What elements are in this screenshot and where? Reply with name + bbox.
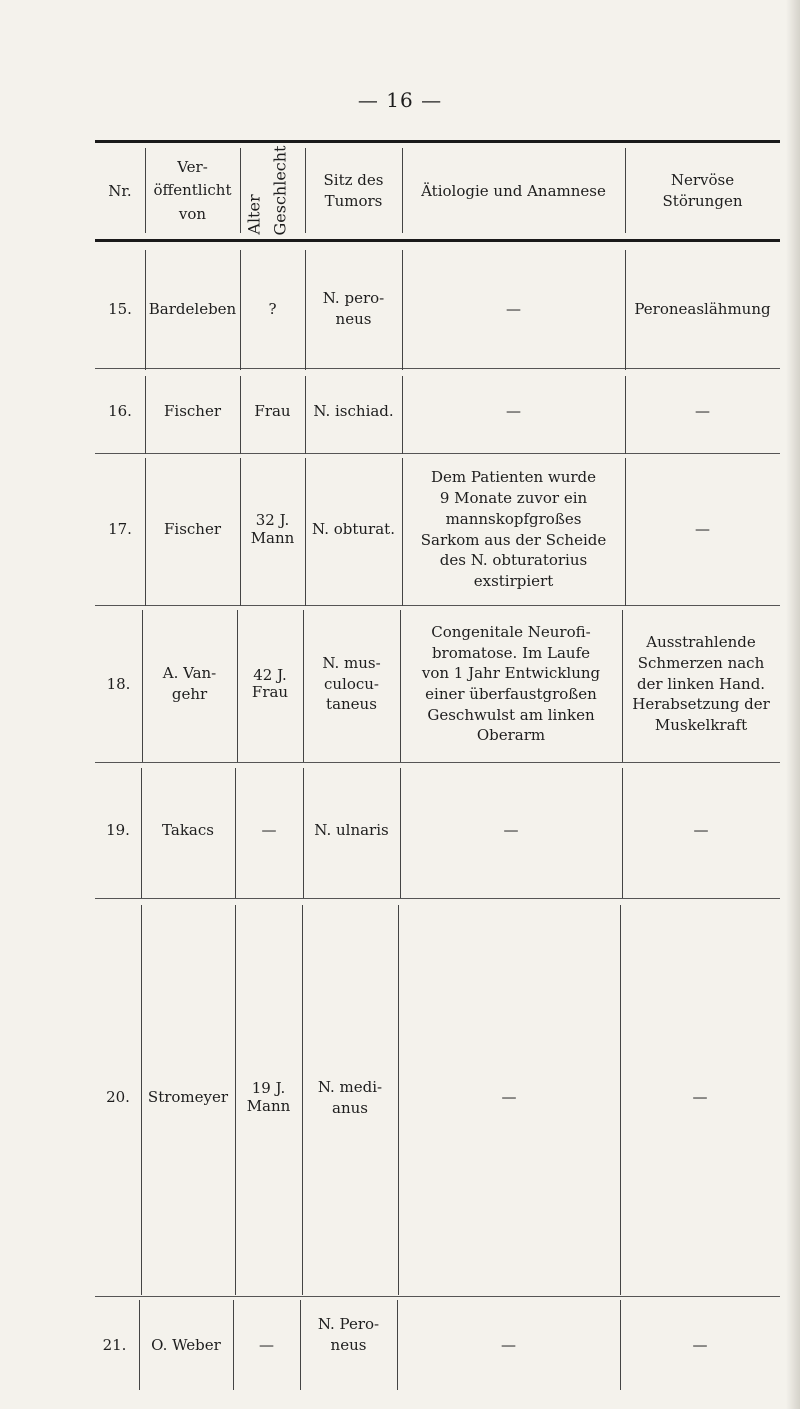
row-nr-text: 17.: [108, 520, 132, 539]
row-age-sex: [240, 250, 305, 368]
row-author-text: O. Weber: [151, 1335, 221, 1354]
row-disorders-line: Ausstrahlende: [646, 633, 756, 652]
row-nr-text: 16.: [108, 401, 132, 420]
row-history: [402, 454, 625, 605]
header-divider: [305, 148, 306, 233]
row-site-line: anus: [332, 1098, 368, 1117]
row-author: [145, 454, 240, 605]
row-author: [142, 606, 237, 762]
row-age-sex-text: —: [259, 1335, 274, 1354]
row-site: [302, 899, 398, 1296]
row-history: [400, 606, 622, 762]
row-site-line: N. mus-: [322, 653, 381, 672]
row-author: [145, 250, 240, 368]
row-nr: [95, 454, 145, 605]
row-nr-text: 20.: [106, 1088, 130, 1107]
row-disorders: [622, 763, 780, 898]
row-site: [305, 369, 402, 453]
row-sex-line: Mann: [246, 1096, 291, 1115]
row-history-line: Congenitale Neurofi-: [431, 622, 591, 641]
row-age-sex-text: —: [261, 821, 277, 840]
row-history-line: Geschwulst am linken: [427, 705, 595, 724]
header-history-text: Ätiologie und Anamnese: [421, 181, 606, 200]
row-disorders: [625, 250, 780, 368]
row-disorders-line: Herabsetzung der: [632, 695, 770, 714]
row-nr: [95, 369, 145, 453]
row-nr-text: 19.: [106, 821, 130, 840]
row-disorders: [625, 369, 780, 453]
header-disorders: [625, 143, 780, 239]
table-header-rule: [95, 239, 780, 242]
row-disorders-line: Muskelkraft: [654, 716, 748, 735]
row-history-line: Oberarm: [476, 726, 546, 745]
header-author-line-1: Ver-: [177, 158, 208, 177]
row-site-line: taneus: [326, 695, 377, 714]
row-disorders-text: —: [695, 520, 710, 539]
row-site-line: N. ischiad.: [313, 401, 394, 420]
row-age-sex: [237, 606, 303, 762]
header-disorders-line-2: Störungen: [662, 192, 743, 210]
row-site-line: N. ulnaris: [314, 821, 389, 840]
row-history-line: einer überfaustgroßen: [425, 685, 597, 703]
row-nr: [95, 763, 141, 898]
row-author: [141, 763, 235, 898]
row-history-line: von 1 Jahr Entwicklung: [421, 664, 601, 683]
header-divider: [402, 148, 403, 233]
row-disorders-text: —: [693, 821, 709, 840]
header-age-sex: [240, 143, 305, 239]
row-nr: [90, 1300, 139, 1390]
row-history: [400, 763, 622, 898]
row-age-line: 19 J.: [251, 1079, 286, 1098]
header-divider: [145, 148, 146, 233]
header-history: [402, 143, 625, 239]
row-history-line: bromatose. Im Laufe: [431, 643, 591, 662]
header-nr: [95, 143, 145, 239]
row-sex-line: Frau: [251, 683, 289, 701]
row-site-line: culocu-: [323, 674, 379, 693]
row-site-line: neus: [330, 1335, 367, 1354]
row-author: [145, 369, 240, 453]
row-history-line: Sarkom aus der Scheide: [420, 530, 607, 549]
row-disorders-text: Peroneaslähmung: [634, 299, 771, 318]
row-author-text: Fischer: [163, 401, 221, 420]
row-age-sex: [235, 899, 302, 1296]
row-nr-text: 15.: [108, 299, 132, 318]
row-site-line: neus: [335, 310, 372, 328]
row-disorders-text: —: [692, 1088, 708, 1107]
header-author-line-3: von: [178, 204, 207, 223]
row-site: [303, 763, 400, 898]
header-divider: [240, 148, 241, 233]
header-nr-text: Nr.: [108, 181, 132, 200]
row-age-sex-text: Frau: [254, 401, 291, 420]
row-history-line: des N. obturatorius: [439, 551, 588, 570]
row-age-sex: [233, 1300, 300, 1390]
page-edge-shadow: [786, 0, 800, 1409]
row-disorders-text: —: [695, 401, 710, 420]
row-history-line: mannskopfgroßes: [445, 509, 582, 528]
row-site: [300, 1300, 397, 1390]
row-site-line: N. obturat.: [312, 520, 395, 539]
page-number: — 16 —: [357, 88, 443, 112]
row-history-text: —: [501, 1088, 517, 1107]
row-nr: [95, 250, 145, 368]
header-author-line-2: öffentlicht: [153, 181, 232, 200]
header-alter: Alter: [244, 194, 264, 235]
row-disorders: [620, 1300, 780, 1390]
row-author-text: Fischer: [163, 520, 221, 539]
row-history-line: 9 Monate zuvor ein: [439, 489, 588, 508]
row-history-text: —: [506, 401, 521, 420]
row-history: [402, 369, 625, 453]
row-site: [305, 454, 402, 605]
row-sex-line: Mann: [250, 528, 295, 547]
header-site: [305, 143, 402, 239]
row-author-text: Takacs: [162, 821, 214, 840]
header-author: [145, 143, 240, 239]
row-age-sex: [240, 454, 305, 605]
row-age-sex: [235, 763, 303, 898]
row-author: [141, 899, 235, 1296]
row-site: [305, 250, 402, 368]
row-site: [303, 606, 400, 762]
row-site-line: N. pero-: [322, 289, 385, 308]
row-disorders-line: der linken Hand.: [636, 674, 766, 693]
row-nr: [95, 606, 142, 762]
row-site-line: N. Pero-: [317, 1315, 380, 1333]
row-author-text: Stromeyer: [147, 1088, 229, 1107]
header-site-line-1: Sitz des: [323, 171, 384, 190]
row-age-sex: [240, 369, 305, 453]
row-history: [402, 250, 625, 368]
row-author-text: Bardeleben: [148, 299, 237, 318]
row-age-sex-text: ?: [268, 299, 277, 318]
row-author: [139, 1300, 233, 1390]
row-history-text: —: [503, 821, 519, 840]
row-history-text: —: [501, 1335, 516, 1354]
row-age-line: 32 J.: [255, 511, 290, 530]
header-site-line-2: Tumors: [324, 192, 383, 210]
row-age-line: 42 J.: [253, 665, 287, 684]
header-disorders-line-1: Nervöse: [670, 171, 735, 190]
row-history-line: exstirpiert: [473, 571, 554, 590]
row-nr: [95, 899, 141, 1296]
row-history: [397, 1300, 620, 1390]
row-history-line: Dem Patienten wurde: [430, 468, 597, 487]
row-disorders-text: —: [692, 1335, 708, 1354]
header-geschlecht: Geschlecht: [270, 145, 290, 236]
row-history-text: —: [506, 299, 521, 318]
row-separator: [95, 1296, 780, 1297]
row-disorders-line: Schmerzen nach: [637, 653, 765, 672]
row-disorders: [625, 454, 780, 605]
header-divider: [625, 148, 626, 233]
row-nr-text: 18.: [106, 674, 131, 693]
row-history: [398, 899, 620, 1296]
row-author-text: A. Van- gehr: [162, 664, 217, 703]
row-site-line: N. medi-: [317, 1077, 383, 1096]
row-disorders: [620, 899, 780, 1296]
row-disorders: [622, 606, 780, 762]
row-nr-text: 21.: [102, 1335, 127, 1354]
